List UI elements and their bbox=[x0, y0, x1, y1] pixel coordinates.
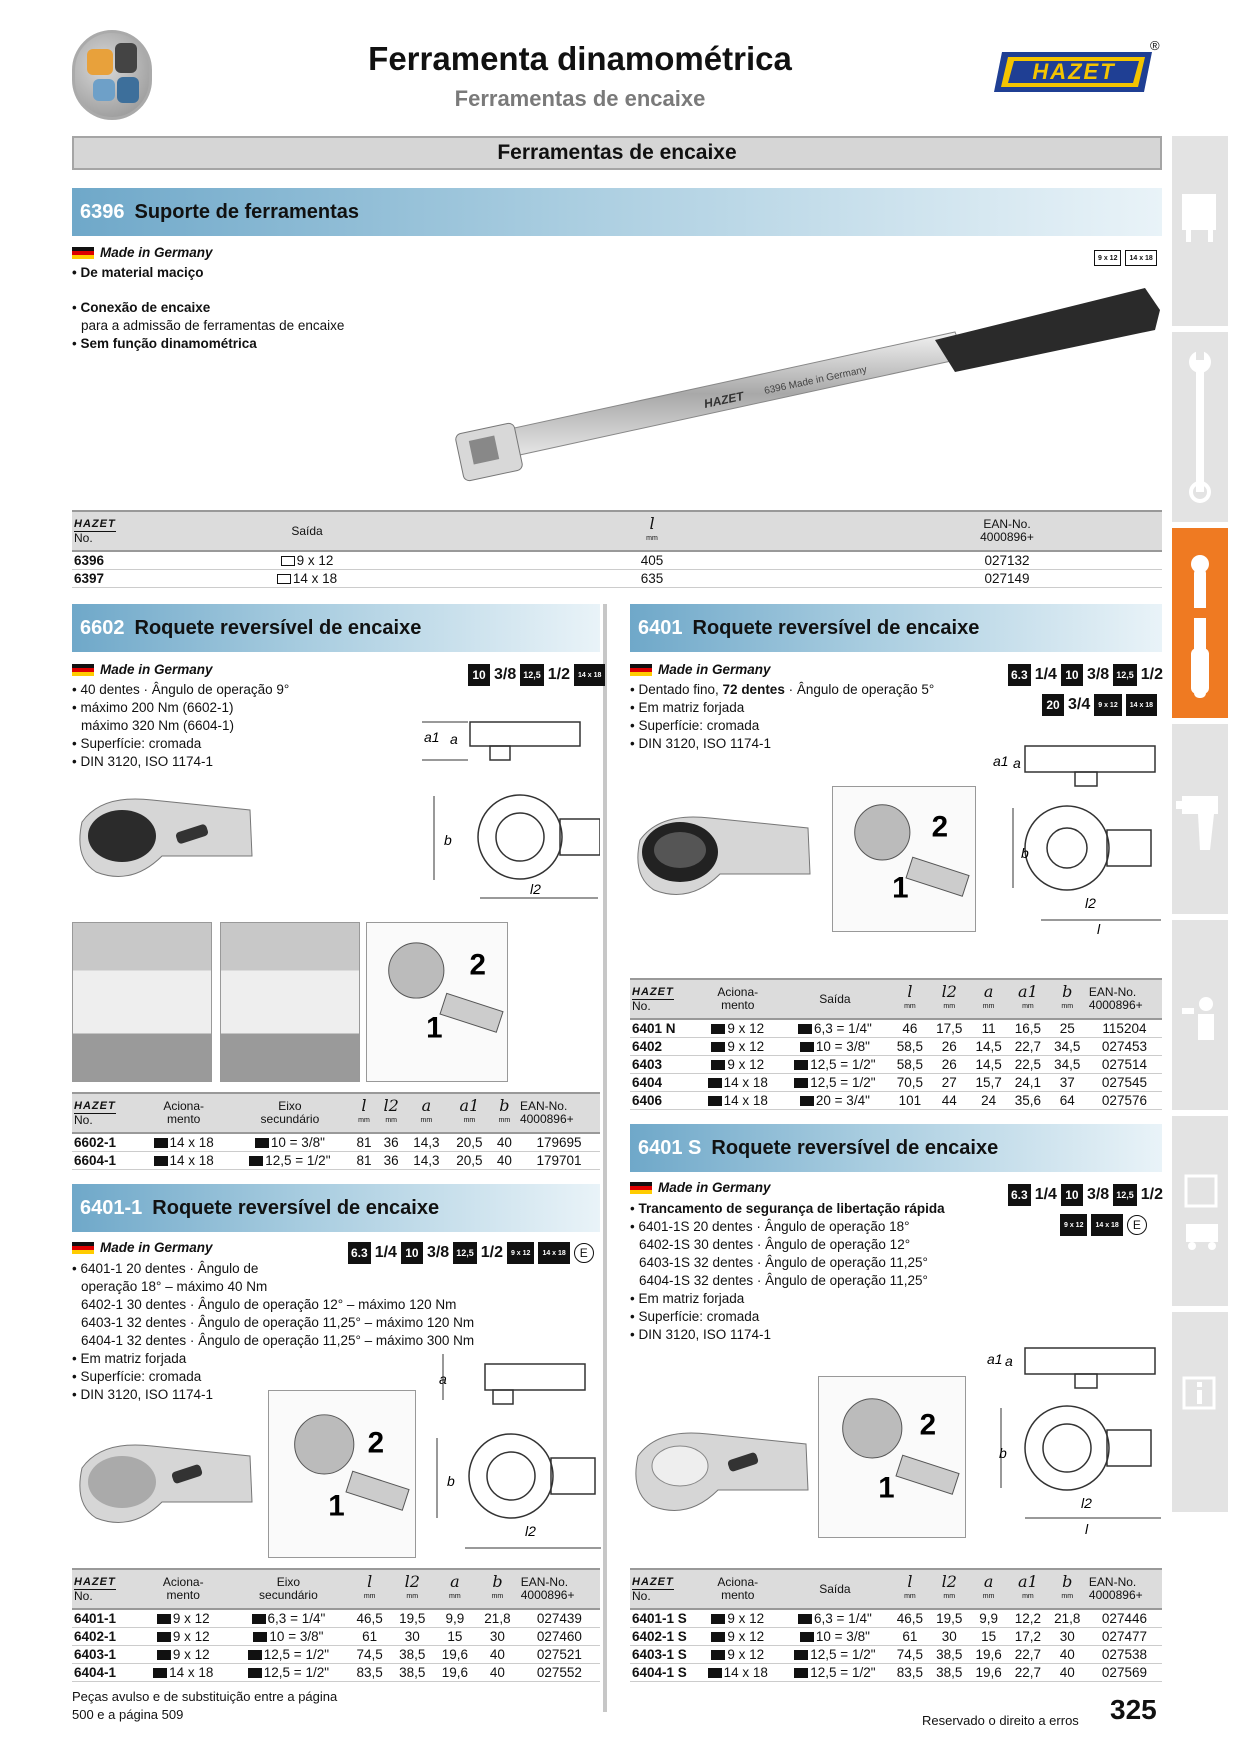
lock-release-diagram bbox=[818, 1376, 966, 1538]
feature-list: • Trancamento de segurança de libertação rápida • 6401-1S 20 dentes · Ângulo de operação 18° 6402-1S 30 dentes · Ângulo de operação 12° 6403-1S 32 dentes · Ângulo de operação 11,25° 6404-1S 32 dentes · Ângulo de operação 11,25° • Em matriz forjada • Superfície: cromada • DIN 3120, ISO 1174-1 bbox=[630, 1201, 945, 1342]
feature-list: • De material maciço • Conexão de encaixe para a admissão de ferramentas de encaixe • Sem função dinamométrica bbox=[72, 265, 345, 351]
made-in-germany: Made in Germany bbox=[72, 245, 213, 260]
table-row: 6403-1 S 9 x 12 12,5 = 1/2" 74,5 38,5 19,6 22,7 40 027538 bbox=[630, 1645, 1162, 1663]
svg-text:1: 1 bbox=[328, 1489, 345, 1523]
section-6401-1-header: 6401-1 Roquete reversível de encaixe bbox=[72, 1184, 600, 1232]
svg-text:2: 2 bbox=[919, 1408, 937, 1442]
table-row: 6602-1 14 x 18 10 = 3/8" 81 36 14,3 20,5 40 179695 bbox=[72, 1133, 600, 1151]
made-in-germany: Made in Germany bbox=[72, 1240, 213, 1255]
usage-photo-1 bbox=[72, 922, 212, 1082]
lock-release-diagram bbox=[832, 786, 976, 932]
feature-list: • 6401-1 20 dentes · Ângulo de operação 18° – máximo 40 Nm 6402-1 30 dentes · Ângulo de operação 12° – máximo 120 Nm 6403-1 32 dentes · Ângulo de operação 11,25° – máximo 120 Nm 6404-1 32 dentes · Ângulo de operação 11,25° – máximo 300 Nm • Em matriz forjada • Superfície: cromada • DIN 3120, ISO 1174-1 bbox=[72, 1261, 475, 1402]
table-6401-1: HAZET No. Aciona- mento Eixo secundário l mm l2 mm a mm b mm EAN-No. 4000896+ 6401-1 9 x 12 6,3 = 1/4" 46,5 19,5 9,9 21,8 027439 6402-1 9 x 12 10 = 3/8" 61 30 15 30 027460 6403-1 9 x 12 12,5 = 1/2" 74,5 38,5 19,6 40 027521 6404-1 14 x 18 12,5 = 1/2" 83,5 38,5 19,6 40 027552 bbox=[72, 1568, 600, 1682]
table-row: 6404-1 S 14 x 18 12,5 = 1/2" 83,5 38,5 19,6 22,7 40 027569 bbox=[630, 1663, 1162, 1681]
usage-photo-2 bbox=[220, 922, 360, 1082]
german-flag-icon bbox=[630, 664, 652, 676]
svg-text:l: l bbox=[1085, 1521, 1089, 1536]
size-badges: 20 3/4 9 x 12 14 x 18 bbox=[1042, 694, 1157, 716]
section-6602-header: 6602 Roquete reversível de encaixe bbox=[72, 604, 600, 652]
size-badges: 9 x 12 14 x 18 E bbox=[1060, 1214, 1147, 1236]
svg-text:l: l bbox=[1097, 921, 1101, 936]
ratchet-dimension-drawing bbox=[985, 736, 1163, 936]
tool-case-icon bbox=[1172, 136, 1228, 326]
size-badges: 6.3 1/4 10 3/8 12,5 1/2 bbox=[1008, 664, 1163, 686]
german-flag-icon bbox=[72, 664, 94, 676]
made-in-germany: Made in Germany bbox=[72, 662, 213, 677]
table-row: 6401-1 9 x 12 6,3 = 1/4" 46,5 19,5 9,9 21,8 027439 bbox=[72, 1609, 600, 1627]
table-row: 6404 14 x 18 12,5 = 1/2" 70,5 27 15,7 24,1 37 027545 bbox=[630, 1073, 1162, 1091]
size-badges: 10 3/8 12,5 1/2 14 x 18 bbox=[468, 664, 605, 686]
svg-text:b: b bbox=[1021, 845, 1029, 861]
table-6602: HAZET No. Aciona- mento Eixo secundário l mm l2 mm a mm a1 mm b mm EAN-No. 4000896+ 6602-1 14 x 18 10 = 3/8" 81 36 14,3 20,5 40 179695 6604-1 14 x 18 12,5 = 1/2" 81 36 14,3 20,5 40 179701 bbox=[72, 1092, 600, 1170]
made-in-germany: Made in Germany bbox=[630, 662, 771, 677]
rights-note: Reservado o direito a erros bbox=[922, 1713, 1079, 1728]
svg-text:2: 2 bbox=[931, 810, 949, 844]
svg-text:b: b bbox=[447, 1473, 455, 1489]
nav-tab-vehicle[interactable] bbox=[1172, 1116, 1228, 1306]
feature-list: • Dentado fino, 72 dentes · Ângulo de operação 5° • Em matriz forjada • Superfície: cromada • DIN 3120, ISO 1174-1 bbox=[630, 682, 935, 751]
table-row: 6402-1 S 9 x 12 10 = 3/8" 61 30 15 17,2 30 027477 bbox=[630, 1627, 1162, 1645]
ratchet-dimension-drawing bbox=[425, 1350, 603, 1550]
tool-holder-image bbox=[455, 280, 1165, 500]
svg-text:1: 1 bbox=[426, 1011, 443, 1045]
drill-icon bbox=[1172, 724, 1228, 914]
svg-text:a: a bbox=[1005, 1353, 1013, 1369]
ratchet-6401s-photo bbox=[628, 1416, 828, 1536]
section-title: Suporte de ferramentas bbox=[134, 201, 360, 223]
svg-text:2: 2 bbox=[367, 1426, 385, 1460]
ratchet-dimension-drawing bbox=[420, 712, 600, 902]
svg-text:6396 Made in Germany: 6396 Made in Germany bbox=[763, 364, 868, 397]
nav-tab-tool-case[interactable] bbox=[1172, 136, 1228, 326]
nav-tab-drill[interactable] bbox=[1172, 724, 1228, 914]
svg-text:a: a bbox=[1013, 755, 1021, 771]
svg-text:1: 1 bbox=[878, 1471, 895, 1505]
table-row: 6396 9 x 12 405 027132 bbox=[72, 551, 1162, 569]
size-badges: 6.3 1/4 10 3/8 12,5 1/2 bbox=[1008, 1184, 1163, 1206]
table-row: 6604-1 14 x 18 12,5 = 1/2" 81 36 14,3 20,5 40 179701 bbox=[72, 1151, 600, 1169]
nav-tab-torque-wrench[interactable] bbox=[1172, 528, 1228, 718]
registered-mark: ® bbox=[1150, 38, 1160, 53]
section-6396-header bbox=[72, 188, 1162, 236]
wrench-icon bbox=[1172, 332, 1228, 522]
table-row: 6402 9 x 12 10 = 3/8" 58,5 26 14,5 22,7 34,5 027453 bbox=[630, 1037, 1162, 1055]
table-6396: HAZET No. Saída l mm EAN-No. 4000896+ 6396 9 x 12 405 027132 6397 14 x 18 635 027149 bbox=[72, 510, 1162, 588]
svg-text:l2: l2 bbox=[525, 1523, 536, 1539]
page-number: 325 bbox=[1110, 1694, 1157, 1725]
ratchet-6401-1-photo bbox=[72, 1428, 272, 1548]
svg-text:a1: a1 bbox=[424, 729, 440, 745]
svg-text:2: 2 bbox=[469, 948, 486, 982]
lock-release-diagram bbox=[268, 1390, 416, 1558]
vehicle-icon bbox=[1172, 1116, 1228, 1306]
table-row: 6403-1 9 x 12 12,5 = 1/2" 74,5 38,5 19,6 40 027521 bbox=[72, 1645, 600, 1663]
ratchet-dimension-drawing bbox=[985, 1336, 1163, 1536]
svg-text:l2: l2 bbox=[530, 881, 541, 897]
size-badges: 6.3 1/4 10 3/8 12,5 1/2 9 x 12 14 x 18 E bbox=[348, 1242, 594, 1264]
table-row: 6403 9 x 12 12,5 = 1/2" 58,5 26 14,5 22,5 34,5 027514 bbox=[630, 1055, 1162, 1073]
table-row: 6402-1 9 x 12 10 = 3/8" 61 30 15 30 027460 bbox=[72, 1627, 600, 1645]
table-row: 6401 N 9 x 12 6,3 = 1/4" 46 17,5 11 16,5 25 115204 bbox=[630, 1019, 1162, 1037]
lock-release-diagram bbox=[366, 922, 508, 1082]
hazet-logo bbox=[992, 46, 1160, 98]
svg-text:b: b bbox=[444, 832, 452, 848]
ratchet-6602-photo bbox=[72, 782, 272, 902]
category-emblem bbox=[72, 30, 152, 120]
badge-14x18: 14 x 18 bbox=[1125, 250, 1156, 266]
svg-text:b: b bbox=[999, 1445, 1007, 1461]
table-row: 6401-1 S 9 x 12 6,3 = 1/4" 46,5 19,5 9,9 12,2 21,8 027446 bbox=[630, 1609, 1162, 1627]
made-in-germany: Made in Germany bbox=[630, 1180, 771, 1195]
section-banner: Ferramentas de encaixe bbox=[72, 136, 1162, 170]
column-divider bbox=[603, 604, 607, 1712]
table-6401: HAZET No. Aciona- mento Saída l mm l2 mm a mm a1 mm b mm EAN-No. 4000896+ 6401 N 9 x 12 6,3 = 1/4" 46 17,5 11 16,5 25 115204 6402 9 x 12 10 = 3/8" 58,5 26 14,5 22,7 34,5 027453 6403 9 x 12 12,5 = 1/2" 58,5 26 14,5 22,5 34,5 027514 6404 14 x 18 12,5 = 1/2" 70,5 27 15,7 24,1 37 027545 6406 14 x 18 20 = 3/4" 101 44 24 35,6 64 027576 bbox=[630, 978, 1162, 1110]
svg-text:HAZET: HAZET bbox=[702, 388, 745, 411]
info-icon bbox=[1172, 1312, 1228, 1512]
feature-list: • 40 dentes · Ângulo de operação 9° • máximo 200 Nm (6602-1) máximo 320 Nm (6604-1) • Superfície: cromada • DIN 3120, ISO 1174-1 bbox=[72, 682, 290, 769]
table-6401s: HAZET No. Aciona- mento Saída l mm l2 mm a mm a1 mm b mm EAN-No. 4000896+ 6401-1 S 9 x 12 6,3 = 1/4" 46,5 19,5 9,9 12,2 21,8 027446 6402-1 S 9 x 12 10 = 3/8" 61 30 15 17,2 30 027477 6403-1 S 9 x 12 12,5 = 1/2" 74,5 38,5 19,6 22,7 40 027538 6404-1 S 14 x 18 12,5 = 1/2" 83,5 38,5 19,6 22,7 40 027569 bbox=[630, 1568, 1162, 1682]
svg-text:a: a bbox=[450, 731, 458, 747]
section-number: 6396 bbox=[80, 201, 125, 223]
table-row: 6397 14 x 18 635 027149 bbox=[72, 569, 1162, 587]
badge-9x12: 9 x 12 bbox=[1094, 250, 1121, 266]
torque-wrench-icon bbox=[1172, 528, 1228, 718]
german-flag-icon bbox=[72, 1242, 94, 1254]
nav-tab-wrench[interactable] bbox=[1172, 332, 1228, 522]
german-flag-icon bbox=[72, 247, 94, 259]
svg-text:a1: a1 bbox=[987, 1351, 1003, 1367]
section-6401-header: 6401 Roquete reversível de encaixe bbox=[630, 604, 1162, 652]
nav-tab-mechanic[interactable] bbox=[1172, 920, 1228, 1110]
section-6401s-header: 6401 S Roquete reversível de encaixe bbox=[630, 1124, 1162, 1172]
table-row: 6406 14 x 18 20 = 3/4" 101 44 24 35,6 64 027576 bbox=[630, 1091, 1162, 1109]
spare-parts-note: Peças avulso e de substituição entre a página 500 e a página 509 bbox=[72, 1689, 338, 1722]
svg-text:l2: l2 bbox=[1085, 895, 1096, 911]
mechanic-icon bbox=[1172, 920, 1228, 1110]
svg-text:a1: a1 bbox=[993, 753, 1009, 769]
german-flag-icon bbox=[630, 1182, 652, 1194]
ratchet-6401-photo bbox=[630, 800, 830, 920]
page-subtitle: Ferramentas de encaixe bbox=[454, 86, 706, 111]
page-title: Ferramenta dinamométrica bbox=[368, 40, 792, 77]
size-badges bbox=[1094, 250, 1157, 266]
svg-text:l2: l2 bbox=[1081, 1495, 1092, 1511]
logo-text: HAZET bbox=[1032, 59, 1116, 84]
table-row: 6404-1 14 x 18 12,5 = 1/2" 83,5 38,5 19,6 40 027552 bbox=[72, 1663, 600, 1681]
nav-tab-info[interactable] bbox=[1172, 1312, 1228, 1512]
svg-text:a: a bbox=[439, 1371, 447, 1387]
svg-text:1: 1 bbox=[892, 871, 909, 905]
